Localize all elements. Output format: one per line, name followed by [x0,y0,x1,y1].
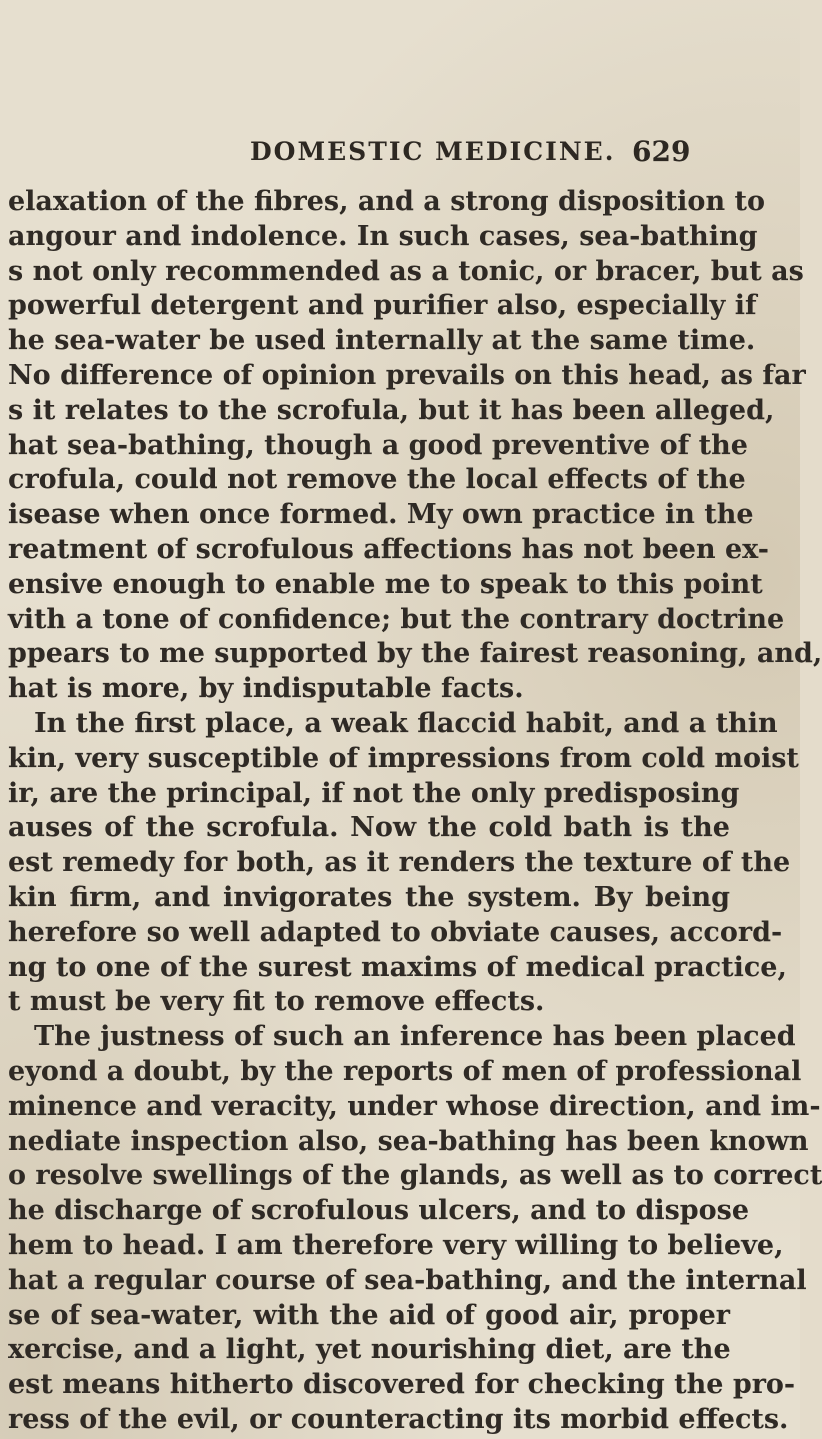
paragraph-start-line: The justness of such an inference has been placed [34,1021,796,1053]
text-line: ensive enough to enable me to speak to this point [8,568,763,600]
text-line: ng to one of the surest maxims of medical practice, [8,951,787,983]
paragraph-end-line: ress of the evil, or counteracting its morbid effects. [8,1403,789,1435]
text-line: s not only recommended as a tonic, or bracer, but as [8,255,804,287]
text-line: vith a tone of confidence; but the contrary doctrine [8,603,785,635]
text-line: he discharge of scrofulous ulcers, and to dispose [8,1195,750,1227]
text-line: he sea-water be used internally at the same time. [8,325,756,357]
text-line: eyond a doubt, by the reports of men of professional [8,1055,802,1087]
paragraph-end-line: t must be very fit to remove effects. [8,986,545,1018]
text-line: auses of the scrofula. Now the cold bath is the [8,812,730,844]
text-line: o resolve swellings of the glands, as well as to correct [8,1160,822,1192]
text-line: hem to head. I am therefore very willing to believe, [8,1229,784,1261]
text-line: No difference of opinion prevails on this head, as far [8,359,806,391]
page-number: 629 [632,135,691,168]
running-head: DOMESTIC MEDICINE. [250,137,616,166]
text-line: minence and veracity, under whose direction, and im- [8,1090,821,1122]
text-line: ppears to me supported by the fairest reasoning, and, [8,638,822,670]
text-line: hat a regular course of sea-bathing, and the internal [8,1264,807,1296]
paragraph-start-line: In the first place, a weak flaccid habit, and a thin [34,707,778,739]
text-line: kin, very susceptible of impressions from cold moist [8,742,799,774]
text-line: angour and indolence. In such cases, sea-bathing [8,220,758,252]
text-line: kin firm, and invigorates the system. By being [8,881,730,913]
text-line: powerful detergent and purifier also, especially if [8,290,757,322]
text-line: hat sea-bathing, though a good preventive of the [8,429,748,461]
text-line: xercise, and a light, yet nourishing diet, are the [8,1334,731,1366]
text-line: s it relates to the scrofula, but it has been alleged, [8,394,775,426]
text-line: elaxation of the fibres, and a strong disposition to [8,186,765,217]
text-line: est remedy for both, as it renders the texture of the [8,847,791,879]
text-line: reatment of scrofulous affections has not been ex- [8,533,770,565]
text-line: est means hitherto discovered for checking the pro- [8,1369,796,1401]
body-text [8,185,822,1438]
page-header [0,137,800,177]
text-line: nediate inspection also, sea-bathing has been known [8,1125,809,1157]
text-line: se of sea-water, with the aid of good air, proper [8,1299,730,1331]
text-line: ir, are the principal, if not the only predisposing [8,777,740,809]
text-line: herefore so well adapted to obviate causes, accord- [8,916,783,948]
paragraph-end-line: hat is more, by indisputable facts. [8,673,524,705]
text-line: crofula, could not remove the local effects of the [8,464,746,496]
text-line: isease when once formed. My own practice in the [8,499,754,531]
